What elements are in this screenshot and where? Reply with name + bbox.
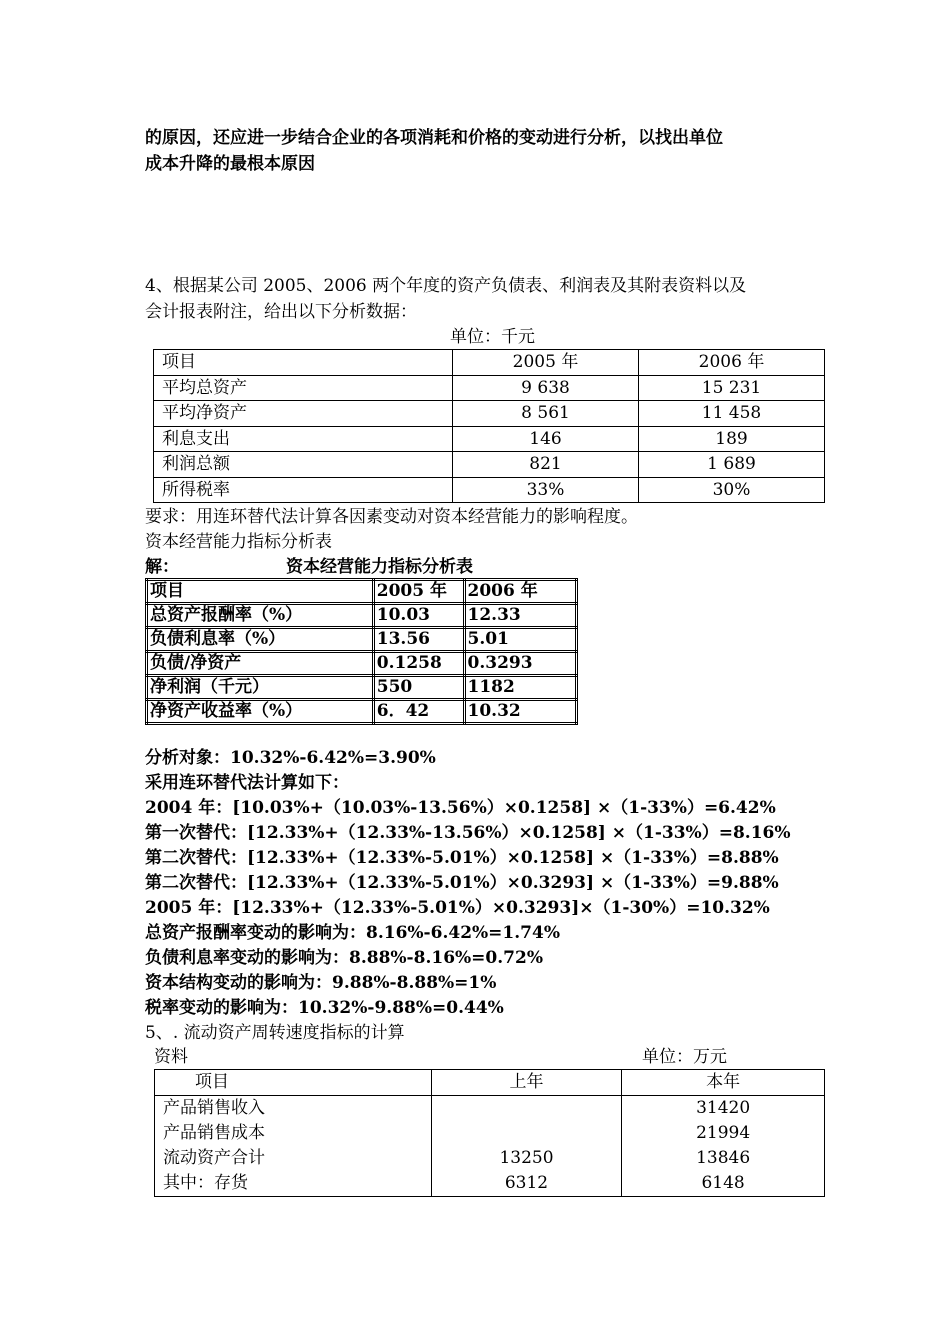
table-cell-line: 流动资产合计: [163, 1148, 265, 1168]
table-cell: [622, 1096, 825, 1197]
q4-text-line-2: 会计报表附注，给出以下分析数据：: [145, 302, 417, 322]
table-header-row: [155, 1070, 825, 1096]
table-row: [147, 604, 577, 628]
table-header-cell: 2006 年: [464, 580, 576, 604]
table-header-cell: 上年: [431, 1070, 621, 1096]
intro-line-1: 的原因，还应进一步结合企业的各项消耗和价格的变动进行分析，以找出单位: [145, 128, 723, 148]
table-row: [154, 477, 825, 503]
table-cell: 所得税率: [154, 477, 453, 503]
table-cell: 550: [373, 676, 464, 700]
analysis-line: 分析对象：10.32%-6.42%=3.90%: [145, 748, 436, 768]
analysis-line: 负债利息率变动的影响为：8.88%-8.16%=0.72%: [145, 948, 543, 968]
table-cell: 9 638: [453, 375, 639, 401]
analysis-line: 资本结构变动的影响为：9.88%-8.88%=1%: [145, 973, 497, 993]
table-header-cell: 2006 年: [639, 350, 825, 376]
table-row: [147, 628, 577, 652]
q5-data-table: [154, 1069, 825, 1197]
q4-requirement: 要求：用连环替代法计算各因素变动对资本经营能力的影响程度。: [145, 507, 638, 527]
table-cell-line: 13250: [499, 1148, 554, 1168]
table-cell: 平均总资产: [154, 375, 453, 401]
table-cell: [155, 1096, 432, 1197]
table-cell-line: 13846: [696, 1148, 751, 1168]
q5-unit: 单位：万元: [642, 1047, 727, 1067]
table-cell: 15 231: [639, 375, 825, 401]
capital-ability-table: [145, 578, 578, 725]
table-cell: 146: [453, 426, 639, 452]
table-header-row: [147, 580, 577, 604]
q4-text-line-1: 4、根据某公司 2005、2006 两个年度的资产负债表、利润表及其附表资料以及: [145, 276, 747, 296]
table-cell-line: 其中：存货: [163, 1173, 248, 1193]
q4-unit: 单位：千元: [450, 327, 535, 347]
table-cell: 负债利息率（%）: [147, 628, 374, 652]
table-cell: 5.01: [464, 628, 576, 652]
analysis-line: 第一次替代：[12.33%+（12.33%-13.56%）×0.1258] ×（1-33%）=8.16%: [145, 823, 791, 843]
q5-title: 5、. 流动资产周转速度指标的计算: [145, 1023, 405, 1043]
table-cell: 30%: [639, 477, 825, 503]
table-header-cell: 2005 年: [453, 350, 639, 376]
table-row: [154, 401, 825, 427]
table-cell: 12.33: [464, 604, 576, 628]
analysis-line: 采用连环替代法计算如下：: [145, 773, 349, 793]
table-cell: 10.32: [464, 700, 576, 724]
intro-line-2: 成本升降的最根本原因: [145, 154, 315, 174]
analysis-line: 第二次替代：[12.33%+（12.33%-5.01%）×0.3293] ×（1-33%）=9.88%: [145, 873, 779, 893]
analysis-line: 总资产报酬率变动的影响为：8.16%-6.42%=1.74%: [145, 923, 560, 943]
table-cell: 10.03: [373, 604, 464, 628]
table-cell-line: 产品销售收入: [163, 1098, 265, 1118]
table-cell: 负债/净资产: [147, 652, 374, 676]
q5-data-label: 资料: [154, 1047, 188, 1067]
table-row: [155, 1096, 825, 1197]
analysis-line: 2005 年：[12.33%+（12.33%-5.01%）×0.3293]×（1-30%）=10.32%: [145, 898, 770, 918]
table-cell: 189: [639, 426, 825, 452]
table-header-cell: 2005 年: [373, 580, 464, 604]
table2-title: 资本经营能力指标分析表: [286, 557, 473, 577]
table-cell: 净利润（千元）: [147, 676, 374, 700]
table-row: [154, 375, 825, 401]
q4-table-caption: 资本经营能力指标分析表: [145, 532, 332, 552]
table-cell: 8 561: [453, 401, 639, 427]
table-cell: [431, 1096, 621, 1197]
table-row: [147, 652, 577, 676]
analysis-line: 第二次替代：[12.33%+（12.33%-5.01%）×0.1258] ×（1-33%）=8.88%: [145, 848, 779, 868]
analysis-line: 税率变动的影响为：10.32%-9.88%=0.44%: [145, 998, 504, 1018]
table-header-cell: 项目: [154, 350, 453, 376]
table-cell: 13.56: [373, 628, 464, 652]
table-cell: 利润总额: [154, 452, 453, 478]
q4-data-table: [153, 349, 825, 503]
table-cell: 1 689: [639, 452, 825, 478]
table-header-row: [154, 350, 825, 376]
table-cell-line: 产品销售成本: [163, 1123, 265, 1143]
table-cell: 1182: [464, 676, 576, 700]
table-cell: 821: [453, 452, 639, 478]
table-cell-line: [432, 1096, 621, 1121]
analysis-line: 2004 年：[10.03%+（10.03%-13.56%）×0.1258] ×（1-33%）=6.42%: [145, 798, 776, 818]
solution-label: 解：: [145, 557, 179, 577]
table-header-cell: 本年: [622, 1070, 825, 1096]
table-header-cell: 项目: [147, 580, 374, 604]
table-row: [147, 700, 577, 724]
table-row: [154, 426, 825, 452]
table-cell-line: [432, 1121, 621, 1146]
table-row: [154, 452, 825, 478]
table-row: [147, 676, 577, 700]
table-header-cell: 项目: [155, 1070, 432, 1096]
table-cell: 33%: [453, 477, 639, 503]
table-cell: 0.1258: [373, 652, 464, 676]
table-cell: 净资产收益率（%）: [147, 700, 374, 724]
table-cell-line: 31420: [696, 1098, 751, 1118]
table-cell: 利息支出: [154, 426, 453, 452]
table-cell-line: 21994: [696, 1123, 751, 1143]
table-cell-line: 6312: [504, 1173, 549, 1193]
table-cell: 0.3293: [464, 652, 576, 676]
table-cell: 11 458: [639, 401, 825, 427]
table-cell: 总资产报酬率（%）: [147, 604, 374, 628]
table-cell: 6．42: [373, 700, 464, 724]
table-cell-line: 6148: [701, 1173, 745, 1193]
table-cell: 平均净资产: [154, 401, 453, 427]
